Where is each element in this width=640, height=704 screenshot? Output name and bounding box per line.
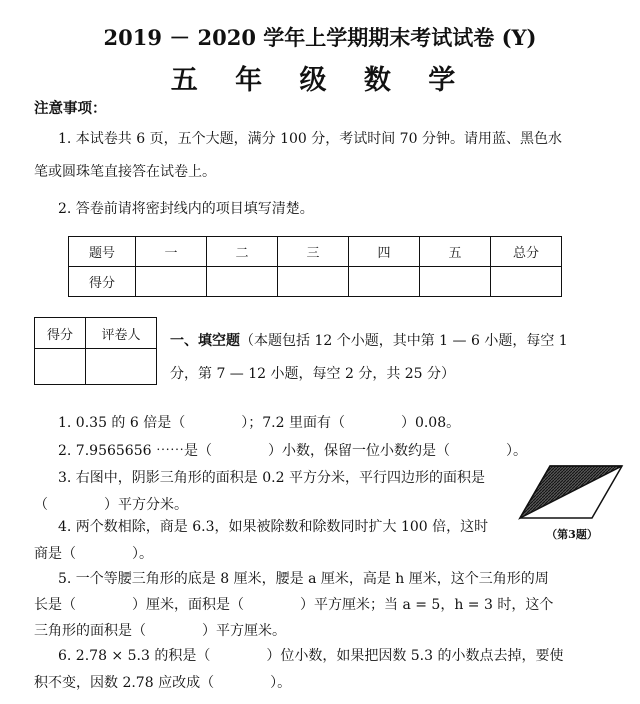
score-header-cell: 五 [420, 237, 491, 267]
question-4-cont: 商是（ ）。 [34, 546, 153, 562]
score-header-cell: 二 [207, 237, 278, 267]
grader-box [34, 317, 157, 385]
score-cell[interactable] [207, 267, 278, 297]
note-item-1-cont: 笔或圆珠笔直接答在试卷上。 [34, 164, 216, 180]
section-1-desc: （本题包括 12 个小题，其中第 1 — 6 小题，每空 1 [240, 333, 568, 349]
score-header-cell: 一 [136, 237, 207, 267]
figure-caption: （第3题） [546, 528, 598, 541]
question-6-cont: 积不变，因数 2.78 应改成（ ）。 [34, 675, 292, 691]
score-cell[interactable] [420, 267, 491, 297]
section-1-desc-cont: 分，第 7 — 12 小题，每空 2 分，共 25 分） [170, 366, 456, 382]
score-table-score-row [69, 267, 562, 297]
parallelogram-figure [518, 462, 626, 524]
score-cell[interactable] [349, 267, 420, 297]
score-cell[interactable] [136, 267, 207, 297]
score-header-cell: 三 [278, 237, 349, 267]
question-5: 5. 一个等腰三角形的底是 8 厘米，腰是 a 厘米，高是 h 厘米，这个三角形的周 [58, 571, 549, 587]
exam-subtitle: 五 年 级 数 学 [170, 65, 470, 96]
question-1: 1. 0.35 的 6 倍是（ ）；7.2 里面有（ ）0.08。 [58, 415, 461, 431]
score-table-header-row [69, 237, 562, 267]
score-table [68, 236, 562, 297]
score-header-cell: 题号 [69, 237, 136, 267]
note-item-2: 2. 答卷前请将密封线内的项目填写清楚。 [58, 201, 314, 217]
grader-score-cell[interactable] [35, 349, 86, 385]
grader-score-label: 得分 [35, 318, 86, 349]
score-row-label: 得分 [69, 267, 136, 297]
question-5-cont: 长是（ ）厘米，面积是（ ）平方厘米；当 a = 5，h = 3 时，这个 [34, 597, 554, 613]
question-5-cont-2: 三角形的面积是（ ）平方厘米。 [34, 623, 286, 639]
note-item-1: 1. 本试卷共 6 页，五个大题，满分 100 分，考试时间 70 分钟。请用蓝、黑色水 [58, 131, 562, 147]
section-1-title: 一、填空题 [170, 333, 240, 349]
question-3-figure [518, 462, 626, 542]
question-6: 6. 2.78 × 5.3 的积是（ ）位小数，如果把因数 5.3 的小数点去掉，要使 [58, 648, 564, 664]
question-4: 4. 两个数相除，商是 6.3，如果被除数和除数同时扩大 100 倍，这时 [58, 519, 489, 535]
grader-name-cell[interactable] [86, 349, 157, 385]
exam-title: 2019 － 2020 学年上学期期末考试试卷 (Y) [103, 25, 537, 50]
score-header-cell: 总分 [491, 237, 562, 267]
notes-heading: 注意事项： [34, 100, 107, 117]
section-1-heading [170, 330, 568, 350]
score-cell[interactable] [278, 267, 349, 297]
question-3-cont: （ ）平方分米。 [34, 497, 188, 513]
score-header-cell: 四 [349, 237, 420, 267]
question-2: 2. 7.9565656 ⋯⋯是（ ）小数，保留一位小数约是（ ）。 [58, 443, 527, 459]
question-3: 3. 右图中，阴影三角形的面积是 0.2 平方分米，平行四边形的面积是 [58, 470, 485, 486]
grader-name-label: 评卷人 [86, 318, 157, 349]
score-cell[interactable] [491, 267, 562, 297]
